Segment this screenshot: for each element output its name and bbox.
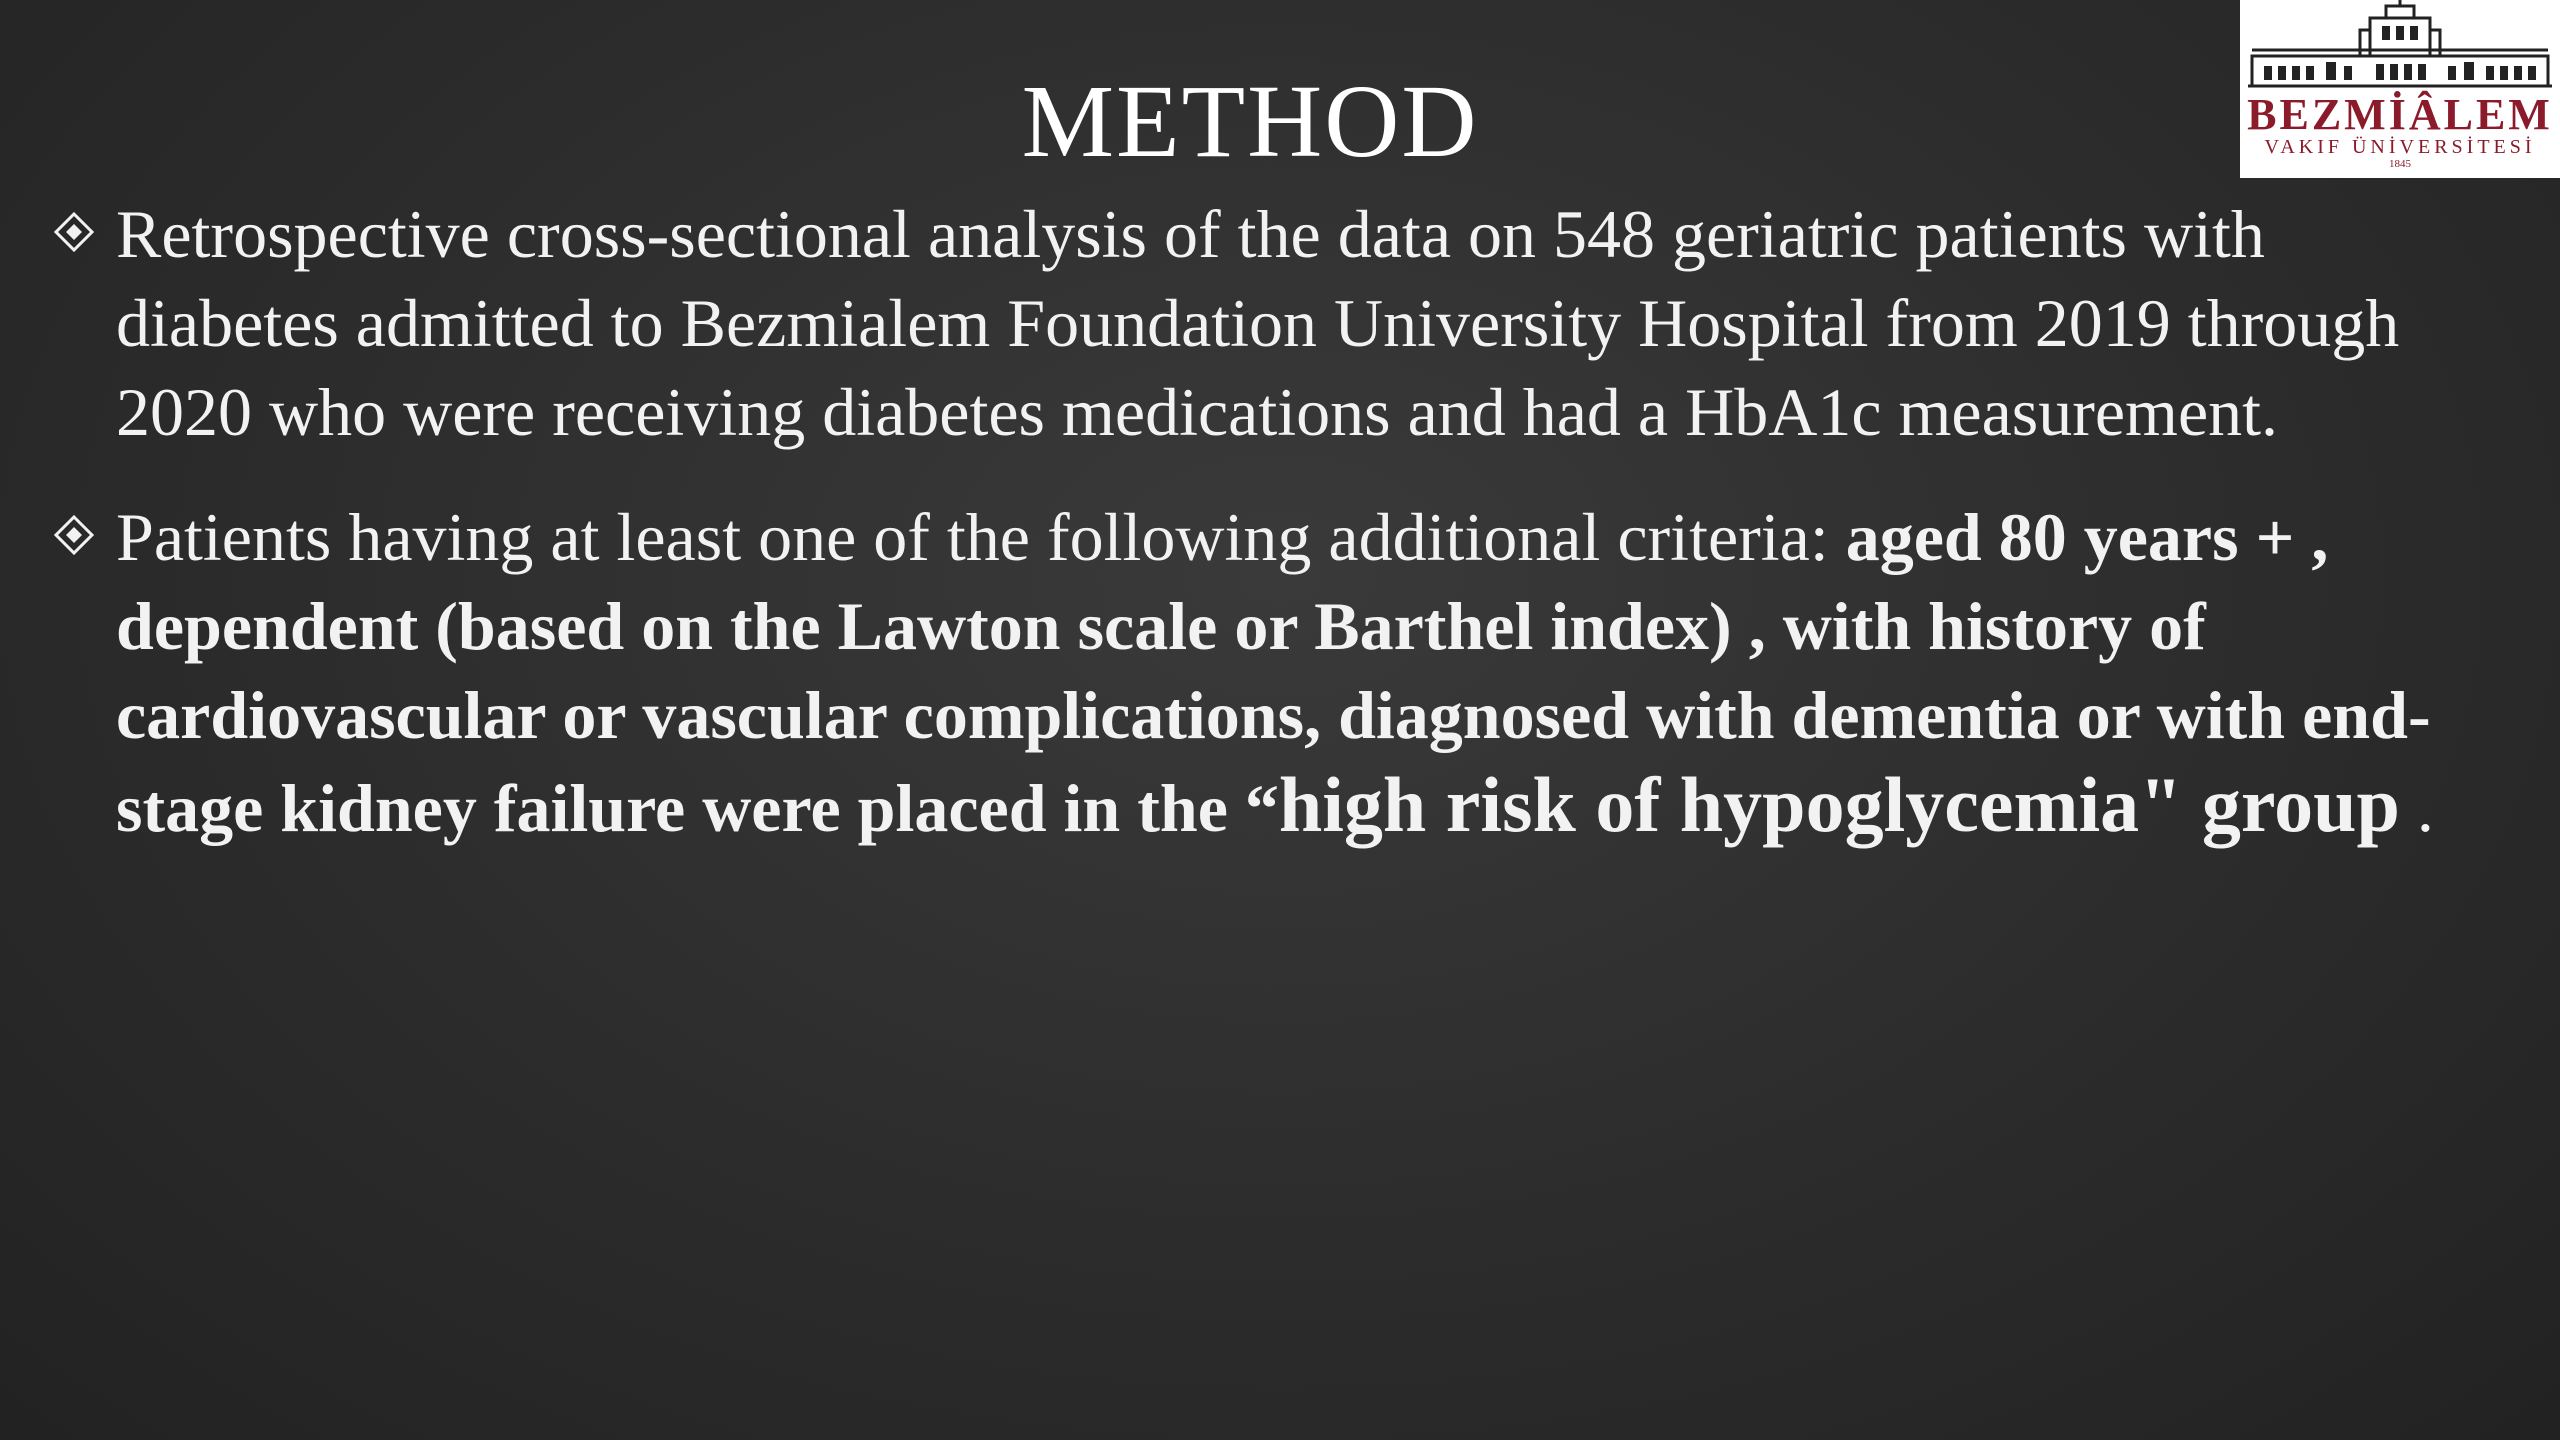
- bullet-list: [52, 190, 2492, 853]
- bullet-emphasis-text: high risk of hypoglycemia" group: [1278, 761, 2400, 848]
- bullet-lead-text: Patients having at least one of the following additional criteria:: [116, 499, 1846, 575]
- bullet-tail-text: .: [2399, 770, 2434, 846]
- bullet-item: [52, 190, 2492, 457]
- slide-title: METHOD: [1021, 64, 1479, 179]
- bullet-item: [52, 493, 2492, 853]
- diamond-bullet-icon: [52, 513, 96, 557]
- university-logo: [2240, 0, 2560, 178]
- bullet-text: Retrospective cross-sectional analysis of the data on 548 geriatric patients with diabetes admitted to Bezmialem Foundation University Hospital from 2019 through 2020 who were receiving diabetes medications and had a HbA1c measurement.: [116, 196, 2400, 450]
- bullet-bold-text: aged 80 years + , dependent (based on the Lawton scale or Barthel index) , with history of cardiovascular or vascular complications, diagnosed with dementia or with end-stage kidney failure were placed in the “: [116, 499, 2431, 846]
- building-icon: [2240, 0, 2560, 92]
- diamond-bullet-icon: [52, 210, 96, 254]
- logo-subtitle: VAKIF ÜNİVERSİTESİ: [2264, 136, 2536, 158]
- logo-name: BEZMİÂLEM: [2247, 90, 2553, 139]
- logo-year: 1845: [2389, 158, 2411, 170]
